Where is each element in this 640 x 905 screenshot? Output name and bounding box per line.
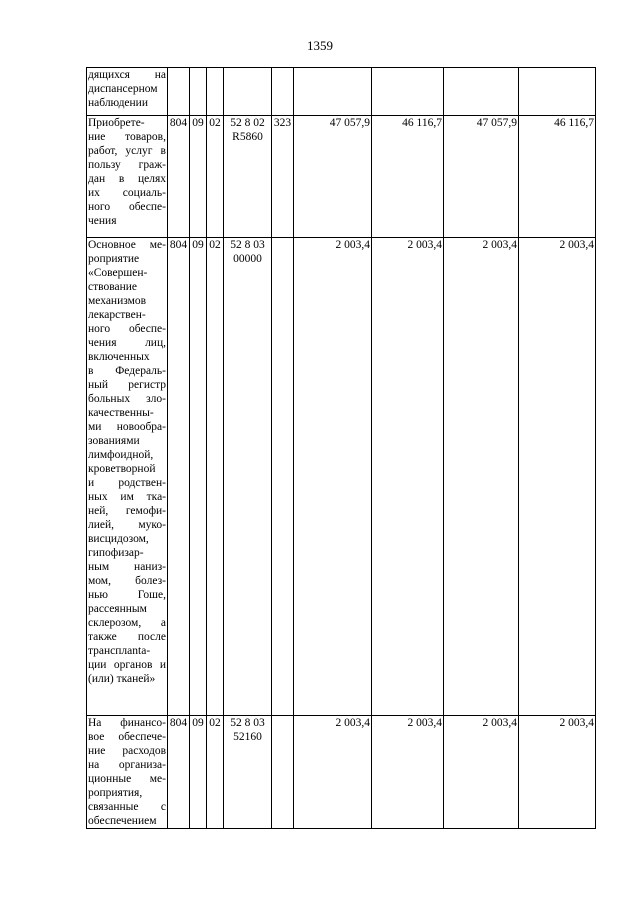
item-name-line: включенных — [88, 351, 150, 363]
item-name-line: трансплanta- — [88, 645, 151, 657]
ministry-code-cell: 804 — [168, 116, 190, 238]
item-name-line: качественны- — [88, 407, 154, 419]
item-name-cell — [87, 68, 168, 116]
expense-type-cell — [272, 716, 294, 829]
item-name-line: кроветворной — [88, 463, 156, 475]
table-body — [87, 68, 596, 829]
expense-type-cell — [272, 68, 294, 116]
amount-cell-2: 2 003,4 — [372, 238, 444, 716]
item-name-line: роприятие — [88, 253, 140, 265]
table-row — [87, 716, 596, 829]
amount-cell-1: 2 003,4 — [294, 238, 372, 716]
item-name-line: нью Гоше, — [88, 589, 166, 601]
item-name-line: ным наниз- — [88, 561, 166, 573]
amount-cell-2 — [372, 68, 444, 116]
item-name-line: наблюдении — [88, 97, 148, 109]
ministry-code-cell: 804 — [168, 716, 190, 829]
item-name-line: ционные ме- — [88, 773, 166, 785]
item-name-line: склерозом, а — [88, 617, 166, 629]
target-article-line: 52 8 02 — [230, 117, 265, 129]
item-name-line: на организа- — [88, 759, 166, 771]
item-name-line: обеспечением — [88, 815, 157, 827]
item-name-cell — [87, 716, 168, 829]
subsection-code-cell: 02 — [207, 716, 224, 829]
target-article-cell — [224, 116, 272, 238]
expense-type-cell: 323 — [272, 116, 294, 238]
target-article-line: 00000 — [233, 253, 262, 265]
budget-table — [86, 67, 596, 829]
section-code-cell: 09 — [190, 116, 207, 238]
item-name-line: (или) тканей» — [88, 673, 156, 685]
amount-cell-1: 2 003,4 — [294, 716, 372, 829]
ministry-code-cell — [168, 68, 190, 116]
item-name-line: больных зло- — [88, 393, 166, 405]
amount-cell-3: 2 003,4 — [444, 716, 519, 829]
table-row — [87, 116, 596, 238]
item-name-line: ного обеспе- — [88, 323, 166, 335]
item-name-line: ми новообра- — [88, 421, 166, 433]
page-number: 1359 — [307, 38, 333, 53]
amount-cell-1 — [294, 68, 372, 116]
target-article-line: R5860 — [232, 131, 263, 143]
expense-type-cell — [272, 238, 294, 716]
table-row — [87, 238, 596, 716]
ministry-code-cell: 804 — [168, 238, 190, 716]
item-name-line: ного обеспе- — [88, 201, 166, 213]
item-name-line: ный регистр — [88, 379, 166, 391]
item-name-line: гипофизар- — [88, 547, 144, 559]
item-name-line: и родствен- — [88, 477, 166, 489]
section-code-cell: 09 — [190, 238, 207, 716]
item-name-line: лекарствен- — [88, 309, 146, 321]
item-name-line: роприятия, — [88, 787, 143, 799]
item-name-line: чения лиц, — [88, 337, 166, 349]
item-name-line: лимфоидной, — [88, 449, 154, 461]
item-name-line: висцидозом, — [88, 533, 149, 545]
subsection-code-cell: 02 — [207, 116, 224, 238]
item-name-line: дан в целях — [88, 173, 166, 185]
item-name-line: зованиями — [88, 435, 140, 447]
section-code-cell — [190, 68, 207, 116]
item-name-line: ных им тка- — [88, 491, 166, 503]
target-article-line: 52 8 03 — [230, 717, 265, 729]
item-name-line: ние расходов — [88, 745, 166, 757]
item-name-line: ней, гемофи- — [88, 505, 166, 517]
item-name-line: дящихся на — [88, 69, 166, 81]
item-name-line: также после — [88, 631, 166, 643]
item-name-cell — [87, 238, 168, 716]
amount-cell-1: 47 057,9 — [294, 116, 372, 238]
item-name-cell — [87, 116, 168, 238]
item-name-line: в Федераль- — [88, 365, 166, 377]
amount-cell-4: 2 003,4 — [519, 238, 596, 716]
target-article-cell — [224, 716, 272, 829]
target-article-line: 52 8 03 — [230, 239, 265, 251]
amount-cell-4: 46 116,7 — [519, 116, 596, 238]
item-name-line: На финансо- — [88, 717, 166, 729]
amount-cell-3 — [444, 68, 519, 116]
item-name-line: пользу граж- — [88, 159, 166, 171]
section-code-cell: 09 — [190, 716, 207, 829]
amount-cell-3: 47 057,9 — [444, 116, 519, 238]
amount-cell-3: 2 003,4 — [444, 238, 519, 716]
amount-cell-4 — [519, 68, 596, 116]
item-name-line: вое обеспече- — [88, 731, 166, 743]
target-article-cell — [224, 238, 272, 716]
item-name-line: диспансерном — [88, 83, 158, 95]
subsection-code-cell — [207, 68, 224, 116]
item-name-line: лией, муко- — [88, 519, 166, 531]
table-row — [87, 68, 596, 116]
item-name-line: Основное ме- — [88, 239, 166, 251]
item-name-line: механизмов — [88, 295, 147, 307]
target-article-cell — [224, 68, 272, 116]
amount-cell-2: 46 116,7 — [372, 116, 444, 238]
item-name-line: Приобрете- — [88, 117, 145, 129]
item-name-line: связанные с — [88, 801, 166, 813]
item-name-line: чения — [88, 215, 117, 227]
item-name-line: ствование — [88, 281, 138, 293]
item-name-line: рассеянным — [88, 603, 147, 615]
subsection-code-cell: 02 — [207, 238, 224, 716]
item-name-line: ции органов и — [88, 659, 166, 671]
item-name-line: ние товаров, — [88, 131, 166, 143]
amount-cell-4: 2 003,4 — [519, 716, 596, 829]
item-name-line: их социаль- — [88, 187, 166, 199]
amount-cell-2: 2 003,4 — [372, 716, 444, 829]
target-article-line: 52160 — [233, 731, 262, 743]
item-name-line: «Совершен- — [88, 267, 148, 279]
item-name-line: мом, болез- — [88, 575, 166, 587]
item-name-line: работ, услуг в — [88, 145, 166, 157]
